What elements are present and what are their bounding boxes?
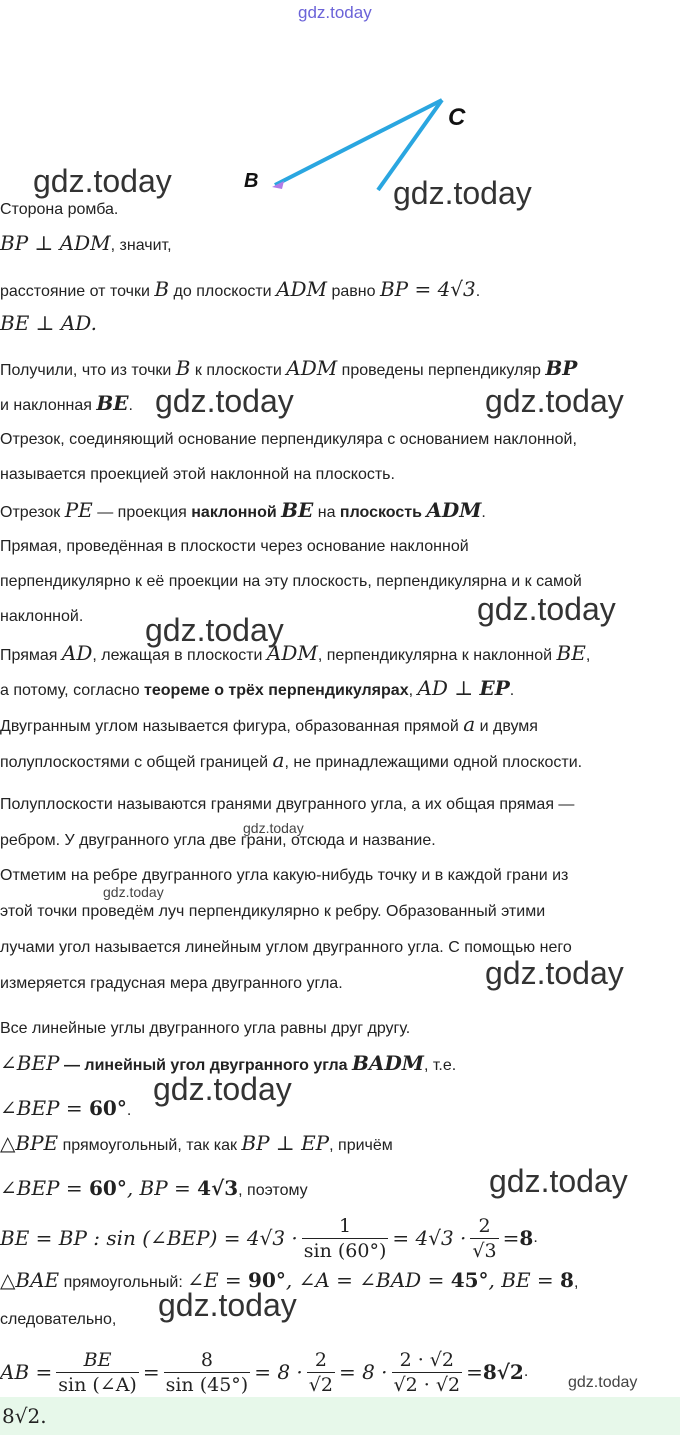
text: прямоугольный, так как [58,1137,242,1154]
text-line: этой точки проведём луч перпендикулярно к ребру. Образованный этими [0,903,546,920]
text: — линейный угол [59,1057,210,1074]
segment-bc [275,100,442,185]
text: . [481,504,486,521]
watermark: gdz.today [33,163,172,199]
watermark: gdz.today [153,1071,292,1107]
text-line: называется проекцией этой наклонной на плоскость. [0,466,395,483]
denominator: √2 · √2 [393,1373,461,1396]
math: = 4√3 · [392,1226,467,1250]
math: B [175,356,191,380]
watermark-small: gdz.today [103,884,164,900]
numerator: 2 · √2 [399,1348,454,1371]
numerator: BE [83,1348,112,1371]
math: ∠BEP = [0,1176,89,1200]
text: равно [327,283,380,300]
text-line: лучами угол называется линейным углом двугранного угла. С помощью него [0,939,572,956]
text-line: Отрезок, соединяющий основание перпендикуляра с основанием наклонной, [0,431,577,448]
math: = [142,1360,160,1384]
math: ADM [286,356,338,380]
text-line: наклонной. [0,608,84,625]
text-line: перпендикулярно к её проекции на эту плоскость, перпендикулярна и к самой [0,573,582,590]
watermark: gdz.today [393,175,532,211]
text: . [126,1102,132,1119]
watermark: gdz.today [485,383,624,419]
text-line [0,393,133,416]
math: 8√2 [482,1360,524,1384]
fraction [392,1348,463,1397]
math: 60° [88,1096,127,1120]
numerator: 2 [314,1348,327,1371]
text: до плоскости [169,283,277,300]
math: = 8 · [254,1360,303,1384]
text: , лежащая в плоскости [92,647,267,664]
math: 45° [450,1268,489,1292]
math: = [502,1226,520,1250]
math: a [272,748,285,772]
math: BADM [352,1051,424,1075]
text: Отрезок [0,504,65,521]
text: . [509,682,515,699]
fraction [164,1348,251,1397]
math: BP ⊥ ADM [0,231,111,255]
text-line: Отметим на ребре двугранного угла какую-нибудь точку и в каждой грани из [0,867,569,884]
watermark: gdz.today [489,1163,628,1199]
answer-bar [0,1397,680,1435]
text: теореме о трёх перпендикулярах [144,682,409,699]
text-line [0,1053,456,1076]
fraction [56,1348,139,1397]
text-line [0,643,590,666]
text-line: ребром. У двугранного угла две грани, отсюда и название. [0,832,436,849]
text-line [0,750,582,773]
math: PE [64,498,93,522]
math: BE [281,498,314,522]
text: двугранного угла [209,1057,353,1074]
text: проведены перпендикуляр [337,362,546,379]
formula-line [0,1212,538,1264]
denominator: sin (45°) [165,1373,249,1396]
math: BP = 4√3 [379,277,476,301]
text: наклонной [191,504,282,521]
watermark-small: gdz.today [243,820,304,836]
text-line: следовательно, [0,1311,117,1328]
watermark-top: gdz.today [298,3,372,22]
text: . [475,283,481,300]
text: — проекция [92,504,192,521]
denominator: sin (∠A) [58,1373,137,1396]
math: BE [556,641,586,665]
fraction [302,1214,389,1263]
text-line [0,358,577,381]
text-line [0,1270,578,1293]
text-line [0,714,538,737]
text: плоскость [339,504,427,521]
text: к плоскости [190,362,287,379]
math: a [463,712,476,736]
math: , BE = [488,1268,561,1292]
text: . [128,397,133,414]
text: . [523,1363,529,1380]
math: ADM [276,277,328,301]
text: Получили, что из точки [0,362,176,379]
text: прямоугольный: [59,1274,188,1291]
text: , поэтому [238,1182,308,1199]
math: 8 [560,1268,574,1292]
text-line [0,279,480,302]
denominator: √3 [472,1239,497,1262]
math: B [154,277,170,301]
numerator: 8 [200,1348,213,1371]
answer-text: 8√2. [2,1404,47,1428]
formula-line [0,1346,528,1398]
text-line: измеряется градусная мера двугранного угла. [0,975,343,992]
math: , ∠A = ∠BAD = [285,1268,451,1292]
text: расстояние от точки [0,283,155,300]
watermark: gdz.today [477,591,616,627]
math: ADM [426,498,482,522]
fraction [307,1348,335,1397]
text-line: Сторона ромба. [0,201,119,218]
watermark: gdz.today [155,383,294,419]
text-line: Полуплоскости называются гранями двугранного угла, а их общая прямая — [0,796,575,813]
math: △BAE [0,1268,60,1292]
text: Двугранным углом называется фигура, образованная прямой [0,718,464,735]
watermark: gdz.today [158,1287,297,1323]
math: BE = BP : sin (∠BEP) = 4√3 · [0,1226,298,1250]
text: полуплоскостями с общей границей [0,754,273,771]
watermark-small: gdz.today [568,1374,638,1391]
text-line [0,678,514,701]
math: BP [545,356,578,380]
math: , BP = [126,1176,198,1200]
text: а потому, согласно [0,682,145,699]
math: 60° [88,1176,127,1200]
math: 4√3 [197,1176,239,1200]
math: AB = [0,1360,53,1384]
text-line [0,1098,131,1121]
text: , не принадлежащими одной плоскости. [284,754,583,771]
math: 8 [519,1226,534,1250]
math: EP [479,676,510,700]
math: ADM [266,641,318,665]
text-line [0,500,486,523]
denominator: √2 [308,1373,333,1396]
math: = [466,1360,483,1384]
math: AD [61,641,93,665]
math: BE [96,391,129,415]
text: , причём [329,1137,393,1154]
math: ∠E = [187,1268,249,1292]
fraction [470,1214,498,1263]
math: ∠BEP [0,1051,60,1075]
watermark: gdz.today [485,955,624,991]
text-line [0,1133,393,1156]
text: . [533,1229,538,1246]
text-line: Прямая, проведённая в плоскости через основание наклонной [0,538,469,555]
label-c: C [448,104,466,131]
denominator: sin (60°) [303,1239,387,1262]
text-line: Все линейные углы двугранного угла равны друг другу. [0,1020,411,1037]
text: Прямая [0,647,62,664]
numerator: 1 [339,1214,352,1237]
text: и наклонная [0,397,97,414]
text: , т.е. [423,1057,457,1074]
text: , перпендикулярна к наклонной [317,647,557,664]
math: △BPE [0,1131,59,1155]
text-line [0,233,172,256]
numerator: 2 [478,1214,491,1237]
math: 90° [248,1268,286,1292]
text-line [0,1178,308,1201]
watermark: gdz.today [145,612,284,648]
math: ∠BEP = [0,1096,89,1120]
math: BE ⊥ AD. [0,311,97,335]
label-b: B [244,170,259,192]
math: BP ⊥ EP [241,1131,330,1155]
text: , значит, [110,237,172,254]
text: , [573,1274,579,1291]
math: AD ⊥ [417,676,480,700]
text: , [585,647,591,664]
text: и двумя [475,718,538,735]
text: , [408,682,418,699]
text: на [313,504,340,521]
math: = 8 · [338,1360,388,1384]
text-line [0,313,97,336]
